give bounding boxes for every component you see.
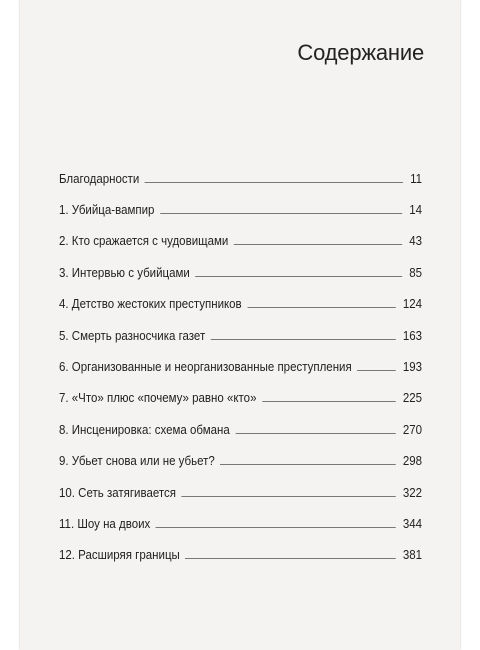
toc-entry-title: 5. Смерть разносчика газет	[59, 328, 206, 343]
toc-entry-page: 322	[402, 485, 423, 500]
toc-entry-title: 3. Интервью с убийцами	[59, 265, 190, 280]
toc-leader-line	[160, 213, 402, 214]
toc-leader-line	[156, 527, 396, 528]
toc-entry	[59, 414, 422, 445]
toc-entry-page: 344	[402, 516, 423, 531]
toc-leader-line	[234, 244, 402, 245]
toc-leader-line	[357, 370, 395, 371]
toc-entry	[59, 257, 422, 288]
toc-entry-page: 14	[409, 203, 423, 218]
toc-entry-title: Благодарности	[59, 171, 140, 186]
toc-leader-line	[185, 558, 395, 559]
toc-entry-page: 193	[402, 360, 423, 375]
toc-entry-page: 381	[402, 548, 423, 563]
toc-entry-page: 11	[410, 171, 423, 186]
toc-entry-title: 9. Убьет снова или не убьет?	[59, 454, 215, 469]
toc-entry-title: 12. Расширяя границы	[59, 548, 180, 563]
toc-entry	[59, 446, 422, 477]
toc-entry-page: 163	[402, 328, 423, 343]
toc-leader-line	[262, 401, 395, 402]
toc-entry-page: 43	[409, 234, 423, 249]
toc-entry-page: 298	[402, 454, 423, 469]
toc-entry-title: 10. Сеть затягивается	[59, 485, 176, 500]
toc-entry-title: 6. Организованные и неорганизованные преступления	[59, 360, 352, 375]
toc-entry-title: 11. Шоу на двоих	[59, 516, 151, 531]
toc-entry	[59, 226, 422, 257]
book-page	[20, 0, 460, 650]
toc-entry-title: 8. Инсценировка: схема обмана	[59, 422, 230, 437]
page-title: Содержание	[297, 40, 424, 65]
toc-entry	[59, 477, 422, 508]
toc-entry-title: 4. Детство жестоких преступников	[59, 297, 242, 312]
toc-entry	[59, 508, 422, 539]
toc-entry	[59, 163, 422, 194]
toc-entry	[59, 383, 422, 414]
toc-leader-line	[211, 339, 396, 340]
toc-leader-line	[145, 182, 403, 183]
toc-leader-line	[195, 276, 402, 277]
toc-leader-line	[247, 307, 395, 308]
toc-entry-title: 7. «Что» плюс «почему» равно «кто»	[59, 391, 257, 406]
toc-leader-line	[220, 464, 395, 465]
toc-entry	[59, 351, 422, 382]
toc-entry-page: 270	[402, 422, 423, 437]
toc-entry-page: 225	[402, 391, 423, 406]
toc-entry-page: 124	[402, 297, 423, 312]
toc-entry	[59, 320, 422, 351]
table-of-contents	[59, 163, 422, 571]
toc-leader-line	[235, 433, 395, 434]
toc-entry	[59, 540, 422, 571]
toc-leader-line	[182, 496, 396, 497]
toc-entry-page: 85	[409, 265, 423, 280]
toc-entry-title: 2. Кто сражается с чудовищами	[59, 234, 229, 249]
toc-entry	[59, 194, 422, 225]
toc-entry-title: 1. Убийца-вампир	[59, 203, 155, 218]
toc-entry	[59, 289, 422, 320]
